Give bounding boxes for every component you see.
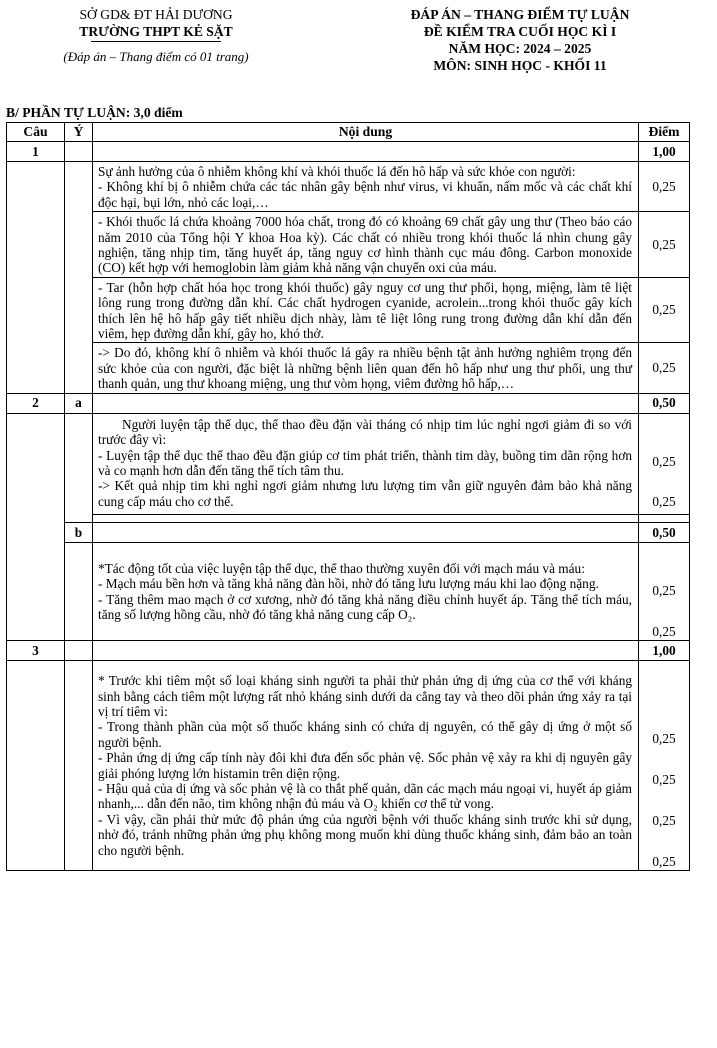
- section-title: B/ PHẦN TỰ LUẬN: 3,0 điểm: [6, 105, 183, 120]
- q3-row-1-text: - Trong thành phần của một số thuốc kháng sinh có chứa dị nguyên, có thể gây dị ứng ở một số người bệnh.: [98, 719, 632, 750]
- table-row: [7, 661, 690, 871]
- q3-total: 1,00: [639, 641, 690, 661]
- table-row: [7, 212, 690, 278]
- header-y: Ý: [65, 123, 93, 142]
- q3-row-1-score: 0,25: [652, 731, 676, 747]
- q2a-row-1-score: 0,25: [652, 453, 676, 469]
- q3-row-4-score: 0,25: [652, 854, 676, 870]
- q2a-title-row: [7, 393, 690, 413]
- q1-row-2-text: - Khói thuốc lá chứa khoảng 7000 hóa chất, trong đó có khoảng 69 chất gây ung thư (Theo báo cáo năm 2010 của Tổng hội Y khoa Hoa kỳ). Các chất có nhiều trong khói thuốc lá nhìn chung gây nghiện, tăng nhịp tim, tăng huyết áp, tăng nguy cơ hình thành cục máu đông. Carbon monoxide (CO) kết hợp với hemoglobin làm giảm khả năng vận chuyển oxi của máu.: [93, 212, 639, 278]
- header-cau: Câu: [7, 123, 65, 142]
- table-row: [7, 162, 690, 212]
- q2a-content: [93, 413, 639, 514]
- exam-title: ĐỀ KIỂM TRA CUỐI HỌC KÌ I: [423, 24, 617, 39]
- q1-row-2-score: 0,25: [639, 212, 690, 278]
- header-underline: [91, 41, 221, 42]
- doc-title: ĐÁP ÁN – THANG ĐIỂM TỰ LUẬN: [410, 7, 630, 22]
- q2a-row-2-text: -> Kết quả nhịp tim khi nghỉ ngơi giảm nhưng lưu lượng tim vẫn giữ nguyên đảm bảo khả năng cung cấp máu cho cơ thể.: [98, 478, 632, 509]
- header-diem: Điểm: [639, 123, 690, 142]
- q2b-label: b: [65, 523, 93, 543]
- q2b-title-row: [7, 523, 690, 543]
- q2a-row-2-score: 0,25: [652, 493, 676, 509]
- q2b-total: 0,50: [639, 523, 690, 543]
- header-right: [330, 6, 710, 74]
- q1-row-1-text: Sự ảnh hưởng của ô nhiễm không khí và khói thuốc lá đến hô hấp và sức khỏe con người: - Không khí bị ô nhiễm chứa các tác nhân gây bệnh như virus, vi khuẩn, nấm mốc và các chất khí độc hại, bụi lớn, nhỏ các loại,…: [93, 162, 639, 212]
- q2a-row-1-text: - Luyện tập thể dục thể thao đều đặn giúp cơ tim phát triển, thành tim dày, buồng tim dãn rộng hơn và co mạnh hơn dẫn đến tăng thể tích tâm thu.: [98, 447, 632, 478]
- q2b-row-1-score: 0,25: [652, 583, 676, 599]
- q3-title-row: [7, 641, 690, 661]
- q1-row-4-score: 0,25: [639, 343, 690, 393]
- answer-table: [6, 122, 690, 871]
- header-noidung: Nội dung: [93, 123, 639, 142]
- table-row: [7, 413, 690, 514]
- table-row: [7, 277, 690, 343]
- q2a-total: 0,50: [639, 393, 690, 413]
- table-row: [7, 543, 690, 641]
- q2b-row-2-text: - Tăng thêm mao mạch ở cơ xương, nhờ đó tăng khả năng điều chỉnh huyết áp. Tăng thể tích máu, tăng số lượng hồng cầu, nhờ đó tăng khả năng cung cấp O₂.: [98, 591, 632, 623]
- school-year: NĂM HỌC: 2024 – 2025: [448, 41, 592, 56]
- q3-row-4-text: - Vì vậy, cần phải thử mức độ phản ứng của người bệnh với thuốc kháng sinh trước khi sử dụng, nhờ đó, tránh những phản ứng phụ không mong muốn khi dùng thuốc kháng sinh, đảm bảo an toàn cho người bệnh.: [98, 811, 632, 858]
- q1-number: 1: [7, 142, 65, 162]
- subject: MÔN: SINH HỌC - KHỐI 11: [433, 58, 607, 73]
- q2b-content: [93, 543, 639, 641]
- q2b-intro: *Tác động tốt của việc luyện tập thể dục, thể thao thường xuyên đối với mạch máu và máu:: [98, 560, 585, 576]
- department-name: SỞ GD& ĐT HẢI DƯƠNG: [79, 7, 233, 22]
- q3-row-3-text: - Hậu quả của dị ứng và sốc phản vệ là co thắt phế quản, dãn các mạch máu ngoại vi, huyết áp giảm nhanh,... dẫn đến não, tim không nhận đủ máu và O₂ khiến cơ thể tử vong.: [98, 781, 632, 812]
- q1-row-1-score: 0,25: [639, 162, 690, 212]
- q3-row-2-score: 0,25: [652, 772, 676, 788]
- q2b-scores: [639, 543, 690, 641]
- q1-row-4-text: -> Do đó, không khí ô nhiễm và khói thuốc lá gây ra nhiều bệnh tật ảnh hưởng nghiêm trọng đến sức khỏe của con người, đặc biệt là những bệnh liên quan đến hô hấp như ung thư phổi, ung thư thanh quản, ung thư khoang miệng, ung thư vòm họng, viêm đường hô hấp,…: [93, 343, 639, 393]
- q2-number: 2: [7, 393, 65, 413]
- q3-number: 3: [7, 641, 65, 661]
- q3-row-3-score: 0,25: [652, 813, 676, 829]
- school-name: TRƯỜNG THPT KẺ SẶT: [79, 24, 233, 39]
- table-row: [7, 343, 690, 393]
- q3-intro: * Trước khi tiêm một số loại kháng sinh người ta phải thử phản ứng dị ứng của cơ thể với kháng sinh bằng cách tiêm một lượng rất nhỏ kháng sinh dưới da cẳng tay và theo dõi phản ứng xảy ra tại vị trí tiêm vì:: [98, 673, 632, 719]
- header-left: [6, 6, 306, 65]
- table-header-row: [7, 123, 690, 142]
- q2b-row-2-score: 0,25: [652, 624, 676, 640]
- q1-total: 1,00: [639, 142, 690, 162]
- q3-scores: [639, 661, 690, 871]
- q3-content: [93, 661, 639, 871]
- q3-row-2-text: - Phản ứng dị ứng cấp tính này đôi khi đưa đến sốc phản vệ. Sốc phản vệ xảy ra khi dị nguyên gây giải phóng lượng lớn histamin trên diện rộng.: [98, 750, 632, 781]
- q1-row-3-text: - Tar (hỗn hợp chất hóa học trong khói thuốc) gây nguy cơ ung thư phổi, họng, miệng, làm tê liệt lông rung trong đường dẫn khí. Các chất hydrogen cyanide, acrolein...trong khói thuốc gây kích thích lên hệ hô hấp gây tiết nhiều dịch nhày, làm tê liệt lông rung trong đường dẫn khí dẫn đến viêm, hẹp đường dẫn khí, gây ho, khó thở.: [93, 277, 639, 343]
- q2a-label: a: [65, 393, 93, 413]
- q2a-scores: [639, 413, 690, 514]
- q2a-intro: Người luyện tập thể dục, thể thao đều đặn vài tháng có nhịp tim lúc nghỉ ngơi giảm đi so với trước đây vì:: [98, 416, 632, 448]
- q2b-row-1-text: - Mạch máu bền hơn và tăng khả năng đàn hồi, nhờ đó tăng lưu lượng máu khi lao động nặng.: [98, 576, 599, 592]
- q1-title-row: [7, 142, 690, 162]
- page-count-note: (Đáp án – Thang điểm có 01 trang): [63, 49, 249, 64]
- q1-row-3-score: 0,25: [639, 277, 690, 343]
